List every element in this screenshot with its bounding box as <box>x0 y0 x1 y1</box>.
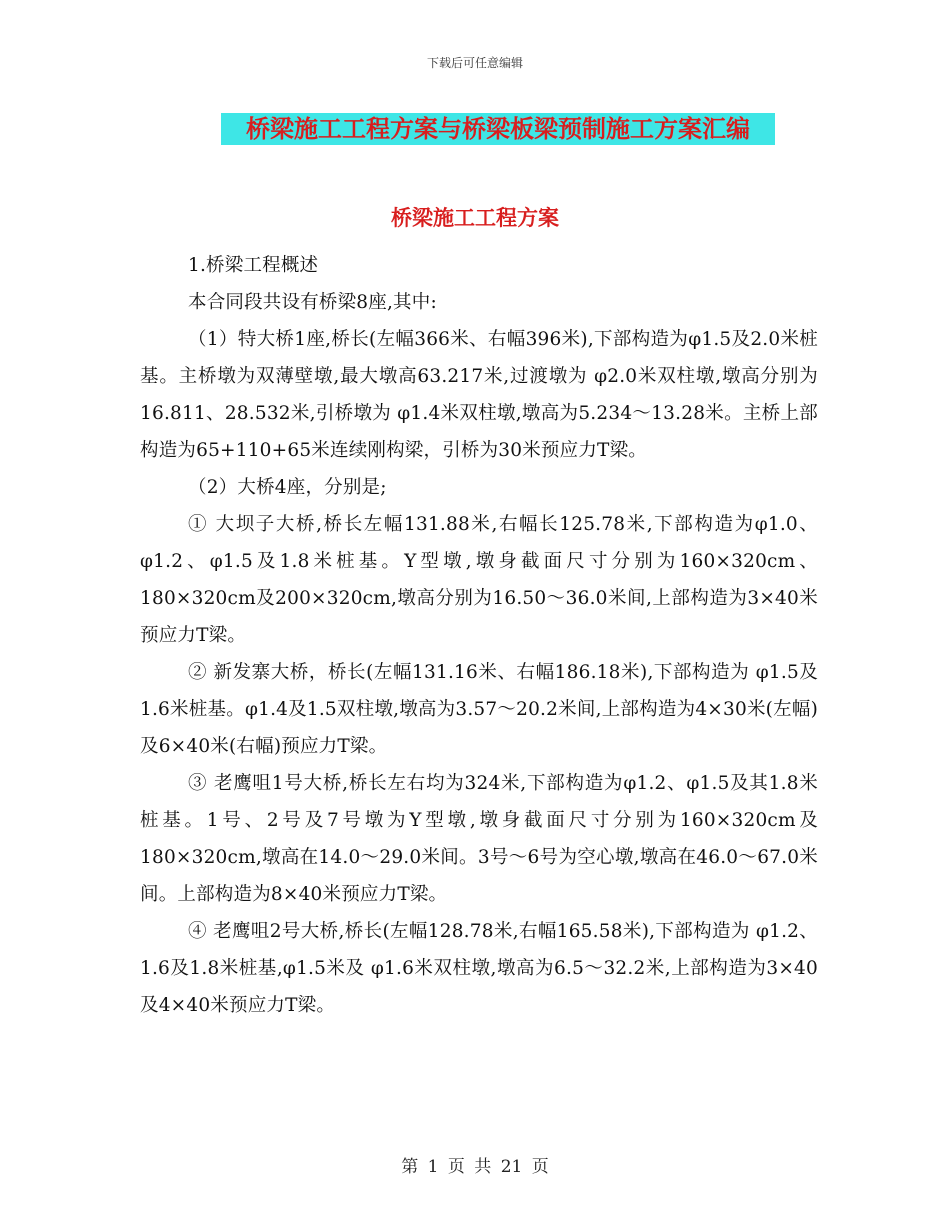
paragraph-bridge-4: ④ 老鹰咀2号大桥,桥长(左幅128.78米,右幅165.58米),下部构造为 φ1.2、1.6及1.8米桩基,φ1.5米及 φ1.6米双柱墩,墩高为6.5～32.2米,上部构造为3×40及4×40米预应力T梁。 <box>140 921 818 1016</box>
document-body <box>140 247 818 1024</box>
section-title: 桥梁施工工程方案 <box>391 206 559 230</box>
page-number: 第 1 页 共 21 页 <box>401 1157 549 1177</box>
paragraph-bridge-1: ① 大坝子大桥,桥长左幅131.88米,右幅长125.78米,下部构造为φ1.0、φ1.2、φ1.5及1.8米桩基。Y型墩,墩身截面尺寸分别为160×320cm、180×320cm及200×320cm,墩高分别为16.50～36.0米间,上部构造为3×40米预应力T梁。 <box>140 514 818 646</box>
paragraph-bridge-3: ③ 老鹰咀1号大桥,桥长左右均为324米,下部构造为φ1.2、φ1.5及其1.8米桩基。1号、2号及7号墩为Y型墩,墩身截面尺寸分别为160×320cm及180×320cm,墩高在14.0～29.0米间。3号～6号为空心墩,墩高在46.0～67.0米间。上部构造为8×40米预应力T梁。 <box>140 773 818 905</box>
paragraph-large-bridges: （2）大桥4座，分别是; <box>188 477 387 498</box>
document-title: 桥梁施工工程方案与桥梁板梁预制施工方案汇编 <box>221 113 775 145</box>
page-header-note: 下载后可任意编辑 <box>426 56 523 70</box>
paragraph-overview-heading: 1.桥梁工程概述 <box>188 255 319 276</box>
paragraph-intro: 本合同段共设有桥梁8座,其中: <box>188 292 437 313</box>
paragraph-super-bridge: （1）特大桥1座,桥长(左幅366米、右幅396米),下部构造为φ1.5及2.0米桩基。主桥墩为双薄壁墩,最大墩高63.217米,过渡墩为 φ2.0米双柱墩,墩高分别为16.811、28.532米,引桥墩为 φ1.4米双柱墩,墩高为5.234～13.28米。主桥上部构造为65+110+65米连续刚构梁，引桥为30米预应力T梁。 <box>140 329 818 461</box>
paragraph-bridge-2: ② 新发寨大桥，桥长(左幅131.16米、右幅186.18米),下部构造为 φ1.5及1.6米桩基。φ1.4及1.5双柱墩,墩高为3.57～20.2米间,上部构造为4×30米(左幅)及6×40米(右幅)预应力T梁。 <box>140 662 818 757</box>
